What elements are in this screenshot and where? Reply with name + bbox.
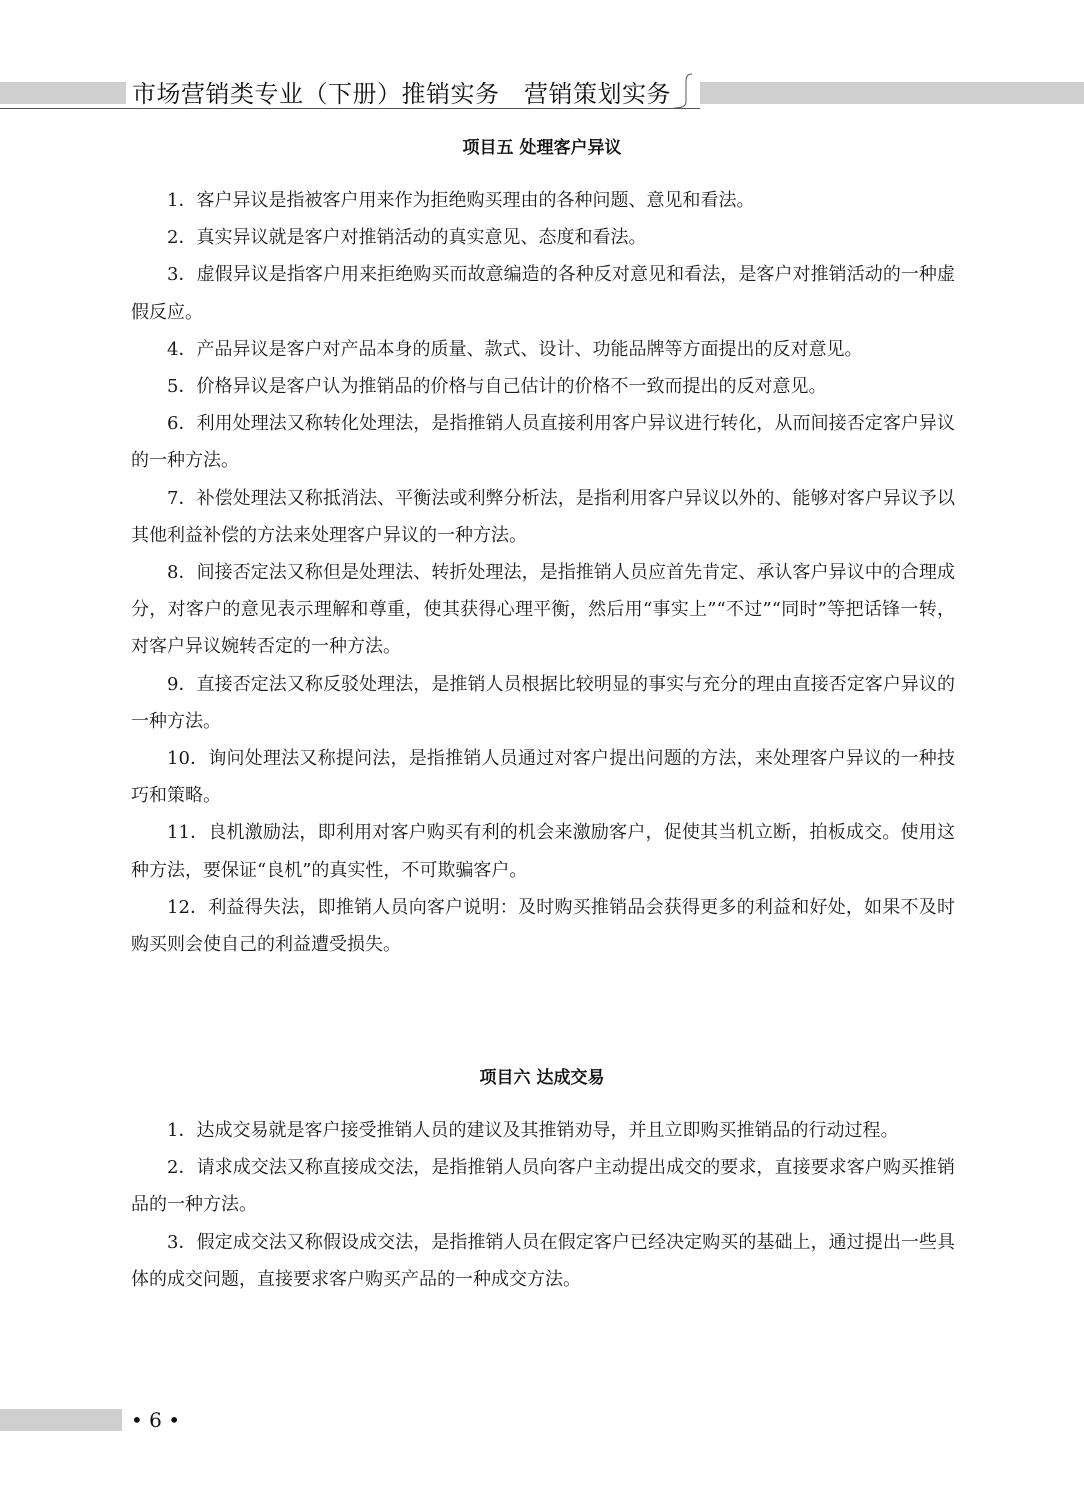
paragraph: 11．良机激励法，即利用对客户购买有利的机会来激励客户，促使其当机立断，拍板成交。使用这种方法，要保证“良机”的真实性，不可欺骗客户。 [131,822,955,881]
header-rule [0,108,700,109]
paragraph: 3．假定成交法又称假设成交法，是指推销人员在假定客户已经决定购买的基础上，通过提出一些具体的成交问题，直接要求客户购买产品的一种成交方法。 [131,1231,955,1290]
section-title-project-6: 项目六 达成交易 [479,1068,605,1088]
paragraph: 1．达成交易就是客户接受推销人员的建议及其推销劝导，并且立即购买推销品的行动过程。 [167,1120,899,1141]
paragraph: 1．客户异议是指被客户用来作为拒绝购买理由的各种问题、意见和看法。 [167,190,755,211]
paragraph: 10．询问处理法又称提问法，是指推销人员通过对客户提出问题的方法，来处理客户异议的一种技巧和策略。 [131,748,955,807]
section-body-project-6 [131,1112,955,1298]
paragraph: 12．利益得失法，即推销人员向客户说明：及时购买推销品会获得更多的利益和好处，如果不及时购买则会使自己的利益遭受损失。 [131,896,955,956]
paragraph: 2．真实异议就是客户对推销活动的真实意见、态度和看法。 [167,227,647,249]
paragraph: 6．利用处理法又称转化处理法，是指推销人员直接利用客户异议进行转化，从而间接否定客户异议的一种方法。 [131,413,955,472]
header-decor-bar-left [0,82,126,104]
header-curve-decor [672,72,702,112]
header-decor-bar-right [700,82,1084,104]
paragraph: 3．虚假异议是指客户用来拒绝购买而故意编造的各种反对意见和看法，是客户对推销活动的一种虚假反应。 [131,264,955,323]
page-header [0,78,1084,110]
paragraph: 2．请求成交法又称直接成交法，是指推销人员向客户主动提出成交的要求，直接要求客户购买推销品的一种方法。 [131,1157,955,1216]
section-body-project-5 [131,182,955,963]
paragraph: 8．间接否定法又称但是处理法、转折处理法，是指推销人员应首先肯定、承认客户异议中的合理成分，对客户的意见表示理解和尊重，使其获得心理平衡，然后用“事实上”“不过”“同时”等把话锋一转，对客户异议婉转否定的一种方法。 [131,562,955,658]
footer-decor-bar [0,1409,122,1431]
page-number: • 6 • [131,1408,181,1432]
paragraph: 4．产品异议是客户对产品本身的质量、款式、设计、功能品牌等方面提出的反对意见。 [167,338,863,360]
paragraph: 5．价格异议是客户认为推销品的价格与自己估计的价格不一致而提出的反对意见。 [167,376,827,398]
paragraph: 7．补偿处理法又称抵消法、平衡法或利弊分析法，是指利用客户异议以外的、能够对客户异议予以其他利益补偿的方法来处理客户异议的一种方法。 [131,487,955,546]
running-header-title: 市场营销类专业（下册）推销实务 营销策划实务 [132,80,671,108]
paragraph: 9．直接否定法又称反驳处理法，是推销人员根据比较明显的事实与充分的理由直接否定客户异议的一种方法。 [131,673,955,732]
section-title-project-5: 项目五 处理客户异议 [462,138,622,158]
